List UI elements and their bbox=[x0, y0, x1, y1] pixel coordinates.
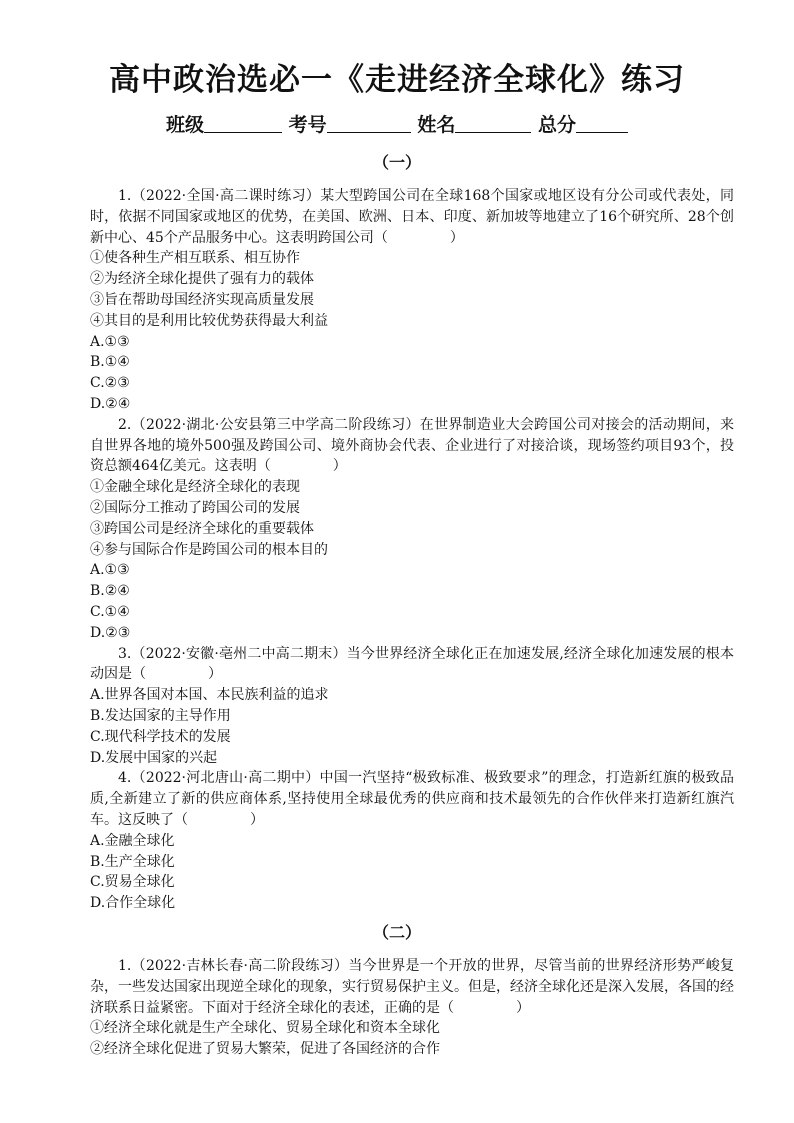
question-stem: 3.（2022·安徽·亳州二中高二期末）当今世界经济全球化正在加速发展,经济全球化加速发展的根本动因是（ ） bbox=[90, 645, 734, 683]
statement-item: ④参与国际合作是跨国公司的根本目的 bbox=[90, 541, 328, 558]
class-label: 班级 bbox=[166, 114, 205, 136]
answer-choice[interactable]: B.①④ bbox=[90, 354, 130, 371]
statement-item: ①经济全球化就是生产全球化、贸易全球化和资本全球化 bbox=[90, 1020, 440, 1037]
name-blank[interactable] bbox=[455, 112, 531, 133]
question-stem: 1.（2022·全国·高二课时练习）某大型跨国公司在全球168个国家或地区设有分公司或代表处，同时，依据不同国家或地区的优势，在美国、欧洲、日本、印度、新加坡等地建立了16个研究所、28个创新中心、45个产品服务中心。这表明跨国公司（ ） bbox=[90, 188, 734, 246]
section-heading-2: （二） bbox=[372, 923, 421, 942]
question-stem: 4.（2022·河北唐山·高二期中）中国一汽坚持“极致标准、极致要求”的理念，打造新红旗的极致品质,全新建立了新的供应商体系,坚持使用全球最优秀的供应商和技术最领先的合作伙伴来打造新红旗汽车。这反映了（ ） bbox=[90, 770, 734, 828]
section-1-questions bbox=[90, 186, 734, 914]
answer-choice[interactable]: A.①③ bbox=[90, 333, 130, 350]
answer-choice[interactable]: C.现代科学技术的发展 bbox=[90, 728, 231, 745]
answer-choice[interactable]: C.①④ bbox=[90, 603, 130, 620]
exam-no-blank[interactable] bbox=[327, 112, 411, 133]
student-info-line bbox=[0, 111, 794, 139]
answer-choice[interactable]: C.贸易全球化 bbox=[90, 874, 175, 891]
question-stem: 1.（2022·吉林长春·高二阶段练习）当今世界是一个开放的世界，尽管当前的世界经济形势严峻复杂，一些发达国家出现逆全球化的现象，实行贸易保护主义。但是，经济全球化还是深入发展，各国的经济联系日益紧密。下面对于经济全球化的表述，正确的是（ ） bbox=[90, 958, 734, 1016]
name-label: 姓名 bbox=[417, 114, 456, 136]
answer-choice[interactable]: A.世界各国对本国、本民族利益的追求 bbox=[90, 687, 329, 704]
statement-item: ③跨国公司是经济全球化的重要载体 bbox=[90, 520, 314, 537]
answer-choice[interactable]: B.生产全球化 bbox=[90, 853, 175, 870]
answer-choice[interactable]: D.合作全球化 bbox=[90, 895, 176, 912]
score-label: 总分 bbox=[537, 114, 576, 136]
answer-choice[interactable]: D.②③ bbox=[90, 624, 131, 641]
exam-no-label: 考号 bbox=[288, 114, 327, 136]
page-title: 高中政治选必一《走进经济全球化》练习 bbox=[109, 62, 685, 98]
statement-item: ①金融全球化是经济全球化的表现 bbox=[90, 479, 300, 496]
statement-item: ②为经济全球化提供了强有力的载体 bbox=[90, 271, 314, 288]
answer-choice[interactable]: C.②③ bbox=[90, 375, 130, 392]
answer-choice[interactable]: A.①③ bbox=[90, 562, 130, 579]
statement-item: ①使各种生产相互联系、相互协作 bbox=[90, 250, 300, 267]
answer-choice[interactable]: D.②④ bbox=[90, 395, 131, 412]
answer-choice[interactable]: B.②④ bbox=[90, 583, 130, 600]
answer-choice[interactable]: B.发达国家的主导作用 bbox=[90, 707, 231, 724]
class-blank[interactable] bbox=[204, 112, 282, 133]
statement-item: ②经济全球化促进了贸易大繁荣，促进了各国经济的合作 bbox=[90, 1041, 440, 1058]
answer-choice[interactable]: A.金融全球化 bbox=[90, 832, 175, 849]
answer-choice[interactable]: D.发展中国家的兴起 bbox=[90, 749, 218, 766]
section-2-questions bbox=[90, 956, 734, 1060]
statement-item: ③旨在帮助母国经济实现高质量发展 bbox=[90, 291, 314, 308]
section-heading-1: （一） bbox=[372, 153, 421, 172]
question-stem: 2.（2022·湖北·公安县第三中学高二阶段练习）在世界制造业大会跨国公司对接会的活动期间，来自世界各地的境外500强及跨国公司、境外商协会代表、企业进行了对接洽谈，现场签约项目93个，投资总额464亿美元。这表明（ ） bbox=[90, 416, 734, 475]
statement-item: ④其目的是利用比较优势获得最大利益 bbox=[90, 312, 328, 329]
statement-item: ②国际分工推动了跨国公司的发展 bbox=[90, 499, 300, 516]
score-blank[interactable] bbox=[576, 112, 628, 133]
